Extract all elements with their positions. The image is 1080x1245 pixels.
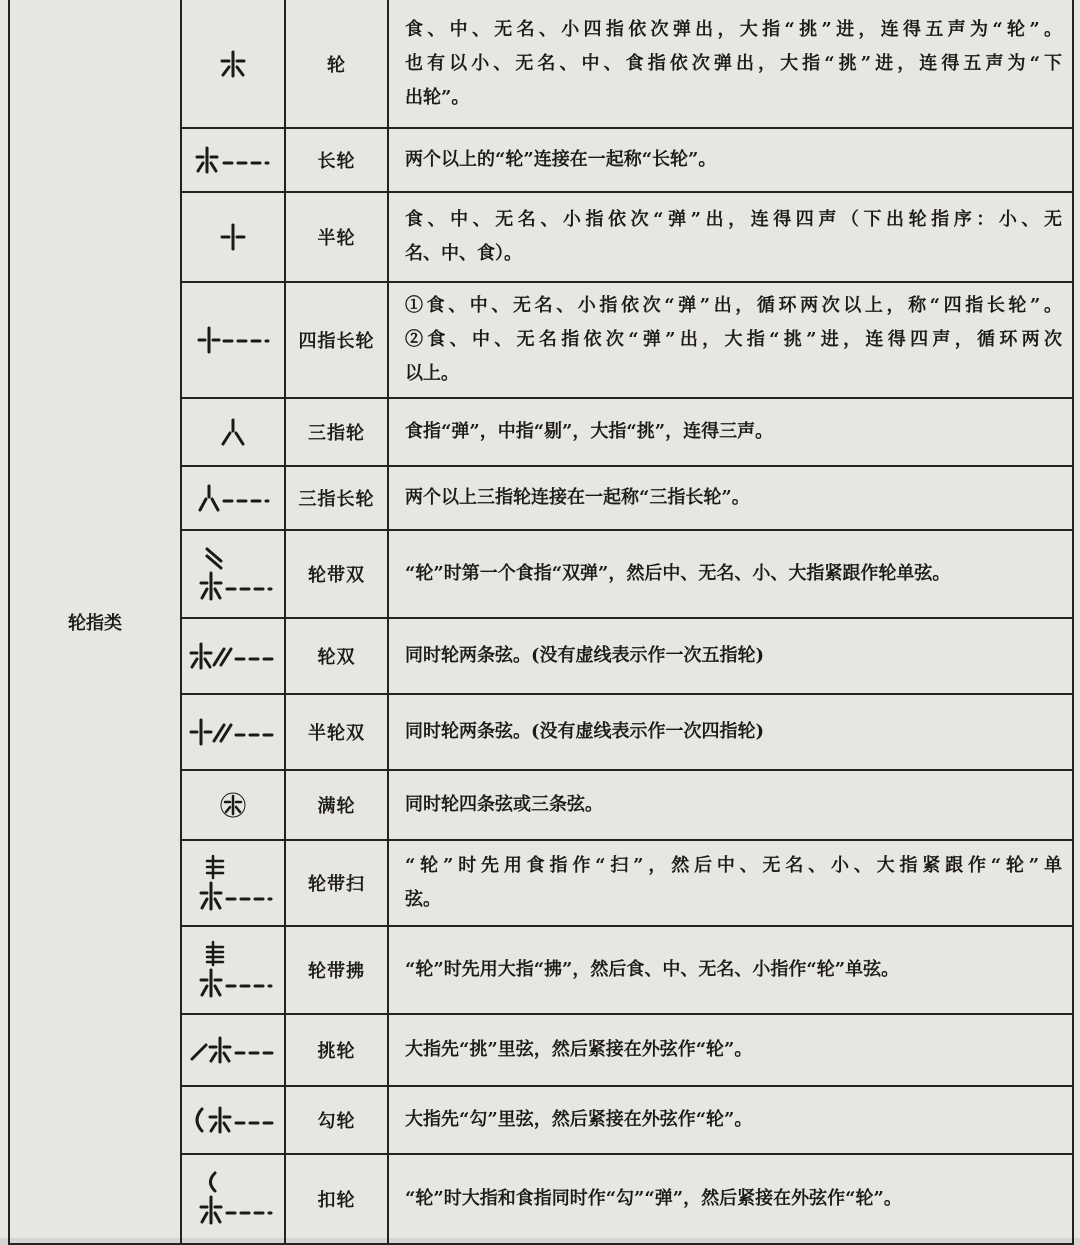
technique-name: 三指轮: [308, 423, 365, 444]
description-cell: [388, 840, 1073, 926]
technique-name-cell: [285, 618, 388, 694]
lun-fingering-table: [8, 0, 1074, 1245]
description-line: 两个以上三指轮连接在一起称“三指长轮”。: [405, 487, 750, 508]
description-line: 名、中、食）。: [405, 243, 522, 264]
tiao-lun-symbol-icon: [190, 1035, 276, 1065]
symbol-cell: [181, 840, 285, 926]
description-line: 出轮”。: [405, 86, 470, 108]
technique-name: 轮双: [317, 647, 356, 668]
description-line: 大指先“勾”里弦，然后紧接在外弦作“轮”。: [405, 1109, 753, 1130]
description-cell: [388, 0, 1073, 128]
technique-name: 轮带双: [308, 565, 365, 586]
description-cell: [388, 926, 1073, 1014]
technique-name-cell: [285, 0, 388, 128]
description-line: 大指先“挑”里弦，然后紧接在外弦作“轮”。: [405, 1039, 753, 1060]
description-line: 两个以上的“轮”连接在一起称“长轮”。: [405, 149, 717, 170]
symbol-cell: [181, 0, 285, 128]
symbol-cell: [181, 1086, 285, 1154]
description-cell: [388, 694, 1073, 770]
description-cell: [388, 618, 1073, 694]
description-line: 弦。: [405, 889, 441, 910]
technique-name-cell: [285, 128, 388, 192]
technique-name: 半轮双: [308, 723, 365, 744]
description-line: “轮”时大指和食指同时作“勾”“弹”，然后紧接在外弦作“轮”。: [405, 1188, 902, 1209]
technique-name: 长轮: [317, 151, 356, 172]
description-line: 也有以小、无名、中、食指依次弹出，大指“挑”进，连得五声为“下: [405, 52, 1062, 74]
technique-name-cell: [285, 926, 388, 1014]
description-line: ②食、中、无名指依次“弹”出，大指“挑”进，连得四声，循环两次: [405, 329, 1062, 350]
technique-name: 满轮: [317, 796, 356, 817]
symbol-cell: [181, 398, 285, 466]
lun-dai-fu-symbol-icon: [193, 940, 273, 1000]
description-line: ①食、中、无名、小指依次“弹”出，循环两次以上，称“四指长轮”。: [405, 295, 1062, 316]
description-line: 同时轮两条弦。(没有虚线表示作一次五指轮): [405, 645, 765, 666]
man-lun-symbol-icon: [219, 791, 247, 819]
technique-name: 轮带扫: [308, 874, 365, 895]
category-cell: [9, 0, 181, 1244]
description-line: 食、中、无名、小指依次“弹”出，连得四声（下出轮指序：小、无: [405, 209, 1062, 230]
description-line: “轮”时第一个食指“双弹”，然后中、无名、小、大指紧跟作轮单弦。: [405, 563, 951, 584]
symbol-cell: [181, 618, 285, 694]
description-cell: [388, 192, 1073, 282]
description-cell: [388, 770, 1073, 840]
technique-name: 轮带拂: [308, 961, 365, 982]
technique-name: 轮: [327, 54, 346, 76]
description-cell: [388, 398, 1073, 466]
technique-name-cell: [285, 398, 388, 466]
description-cell: [388, 1086, 1073, 1154]
technique-name-cell: [285, 840, 388, 926]
symbol-cell: [181, 1154, 285, 1244]
description-line: “轮”时先用大指“拂”，然后食、中、无名、小指作“轮”单弦。: [405, 959, 900, 980]
chang-lun-symbol-icon: [194, 145, 272, 175]
description-cell: [388, 1154, 1073, 1244]
symbol-cell: [181, 530, 285, 618]
lun-symbol-icon: [218, 49, 248, 79]
table-row: [9, 0, 1073, 128]
technique-name-cell: [285, 530, 388, 618]
technique-name: 勾轮: [317, 1111, 356, 1132]
ban-lun-symbol-icon: [219, 222, 247, 252]
technique-name: 三指长轮: [298, 489, 375, 510]
si-zhi-chang-lun-symbol-icon: [196, 325, 270, 355]
description-line: 以上。: [405, 363, 459, 384]
technique-name: 四指长轮: [298, 331, 375, 352]
technique-name-cell: [285, 1014, 388, 1086]
description-cell: [388, 128, 1073, 192]
symbol-cell: [181, 466, 285, 530]
symbol-cell: [181, 282, 285, 398]
technique-name: 挑轮: [317, 1041, 356, 1062]
technique-name: 扣轮: [317, 1190, 356, 1211]
technique-name: 半轮: [317, 228, 356, 249]
description-line: 食指“弹”，中指“剔”，大指“挑”，连得三声。: [405, 421, 774, 442]
technique-name-cell: [285, 1086, 388, 1154]
technique-name-cell: [285, 694, 388, 770]
symbol-cell: [181, 192, 285, 282]
symbol-cell: [181, 1014, 285, 1086]
technique-name-cell: [285, 466, 388, 530]
san-zhi-chang-lun-symbol-icon: [196, 483, 270, 513]
symbol-cell: [181, 770, 285, 840]
technique-name-cell: [285, 192, 388, 282]
description-cell: [388, 1014, 1073, 1086]
category-label: 轮指类: [68, 612, 122, 634]
symbol-cell: [181, 926, 285, 1014]
kou-lun-symbol-icon: [193, 1169, 273, 1229]
san-zhi-lun-symbol-icon: [219, 417, 247, 447]
gou-lun-symbol-icon: [190, 1105, 276, 1135]
lun-dai-sao-symbol-icon: [193, 853, 273, 913]
description-cell: [388, 282, 1073, 398]
ban-lun-shuang-symbol-icon: [188, 717, 278, 747]
description-cell: [388, 466, 1073, 530]
description-line: 同时轮四条弦或三条弦。: [405, 794, 603, 815]
symbol-cell: [181, 128, 285, 192]
technique-name-cell: [285, 282, 388, 398]
technique-name-cell: [285, 770, 388, 840]
description-line: 食、中、无名、小四指依次弹出，大指“挑”进，连得五声为“轮”。: [405, 18, 1062, 40]
lun-dai-shuang-symbol-icon: [193, 545, 273, 603]
technique-name-cell: [285, 1154, 388, 1244]
lun-shuang-symbol-icon: [188, 641, 278, 671]
description-line: “轮”时先用食指作“扫”，然后中、无名、小、大指紧跟作“轮”单: [405, 855, 1062, 876]
description-cell: [388, 530, 1073, 618]
symbol-cell: [181, 694, 285, 770]
description-line: 同时轮两条弦。(没有虚线表示作一次四指轮): [405, 721, 765, 742]
